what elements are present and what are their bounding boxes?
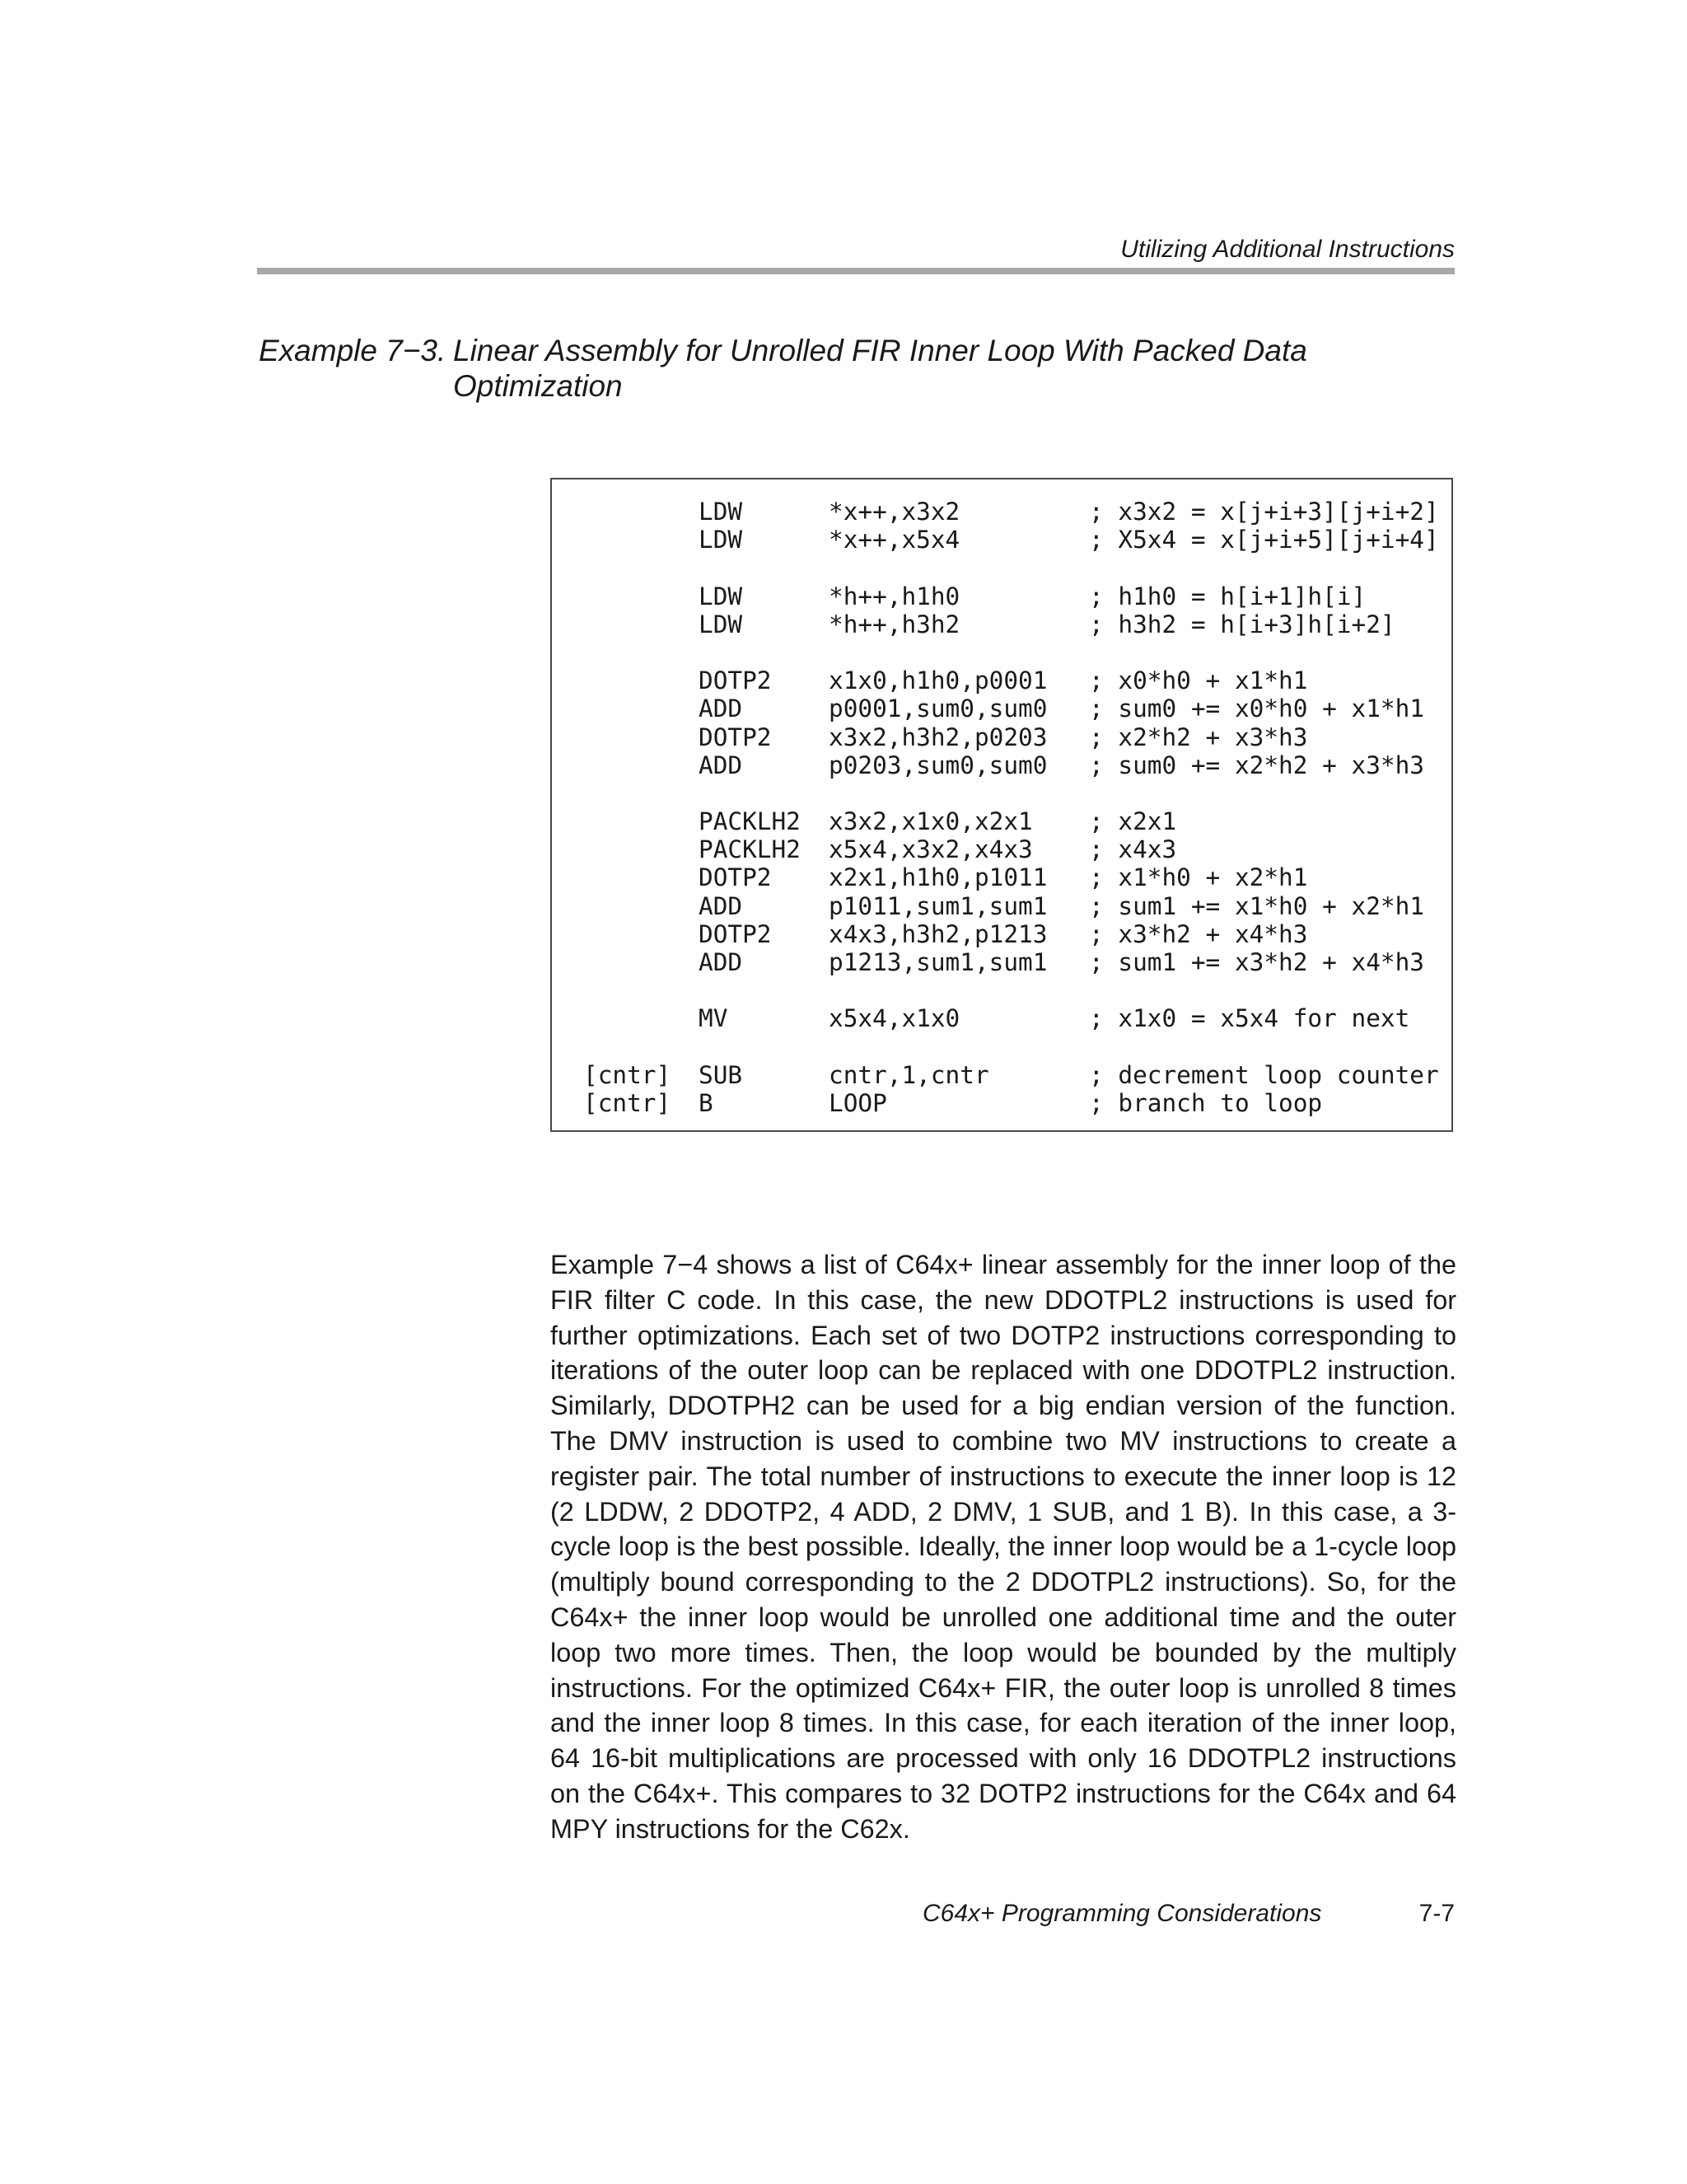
code-line	[583, 498, 1439, 526]
code-predicate	[583, 751, 699, 779]
code-predicate	[583, 948, 699, 976]
code-comment: ; x3*h2 + x4*h3	[1089, 919, 1308, 948]
example-caption	[259, 333, 1428, 404]
code-predicate: [cntr]	[583, 1060, 671, 1089]
code-predicate	[583, 920, 699, 948]
code-operands	[829, 638, 1089, 666]
code-opcode: PACKLH2	[699, 807, 801, 836]
page-number: 7-7	[1418, 1900, 1455, 1927]
code-opcode: B	[699, 1088, 713, 1117]
code-operands: x3x2,h3h2,p0203	[829, 723, 1048, 751]
code-predicate	[583, 723, 699, 751]
code-operands: p1213,sum1,sum1	[829, 948, 1048, 976]
code-predicate	[583, 1004, 699, 1032]
code-line	[583, 892, 1439, 920]
code-predicate	[583, 582, 699, 610]
running-header: Utilizing Additional Instructions	[1120, 236, 1455, 263]
code-opcode	[699, 638, 829, 666]
code-predicate	[583, 666, 699, 694]
code-operands: *h++,h1h0	[829, 582, 960, 610]
code-predicate	[583, 526, 699, 554]
code-operands	[829, 554, 1089, 582]
code-comment: ; sum1 += x1*h0 + x2*h1	[1089, 891, 1424, 920]
code-operands: x2x1,h1h0,p1011	[829, 863, 1048, 892]
code-comment: ; branch to loop	[1089, 1088, 1323, 1117]
code-operands: LOOP	[829, 1088, 887, 1117]
code-opcode	[699, 554, 829, 582]
code-operands: p0001,sum0,sum0	[829, 694, 1048, 723]
code-line	[583, 1004, 1439, 1032]
code-line	[583, 1089, 1439, 1117]
code-operands: *h++,h3h2	[829, 610, 960, 638]
code-operands	[829, 779, 1089, 807]
code-line	[583, 751, 1439, 779]
code-predicate	[583, 863, 699, 891]
code-operands: x5x4,x3x2,x4x3	[829, 835, 1033, 864]
code-opcode: MV	[699, 1004, 728, 1033]
code-comment: ; X5x4 = x[j+i+5][j+i+4]	[1089, 526, 1439, 554]
code-comment: ; x2*h2 + x3*h3	[1089, 723, 1308, 751]
code-operands: x3x2,x1x0,x2x1	[829, 807, 1033, 836]
code-comment: ; x1*h0 + x2*h1	[1089, 863, 1308, 892]
code-opcode: LDW	[699, 498, 743, 526]
code-opcode: SUB	[699, 1060, 743, 1089]
code-line	[583, 638, 1439, 666]
code-opcode	[699, 1033, 829, 1061]
code-operands: *x++,x3x2	[829, 498, 960, 526]
code-predicate	[583, 694, 699, 723]
code-opcode	[699, 779, 829, 807]
code-line	[583, 1061, 1439, 1089]
code-comment: ; decrement loop counter	[1089, 1060, 1439, 1089]
code-line	[583, 779, 1439, 807]
code-operands	[829, 976, 1089, 1004]
code-predicate	[583, 892, 699, 920]
code-comment: ; sum0 += x2*h2 + x3*h3	[1089, 751, 1424, 779]
code-line	[583, 835, 1439, 863]
body-paragraph: Example 7−4 shows a list of C64x+ linear assembly for the inner loop of the FIR filter C code. In this case, the new DDOTPL2 instructions is used for further optimizations. Each set of two DOTP2 instructions corresponding to iterations of the outer loop can be replaced with one DDOTPL2 instruction. Similarly, DDOTPH2 can be used for a big endian version of the function. The DMV instruction is used to combine two MV instructions to create a register pair. The total number of instructions to execute the inner loop is 12 (2 LDDW, 2 DDOTP2, 4 ADD, 2 DMV, 1 SUB, and 1 B). In this case, a 3-cycle loop is the best possible. Ideally, the inner loop would be a 1-cycle loop (multiply bound corresponding to the 2 DDOTPL2 instructions). So, for the C64x+ the inner loop would be unrolled one additional time and the outer loop two more times. Then, the loop would be bounded by the multiply instructions. For the optimized C64x+ FIR, the outer loop is unrolled 8 times and the inner loop 8 times. In this case, for each iteration of the inner loop, 64 16-bit multiplications are processed with only 16 DDOTPL2 instructions on the C64x+. This compares to 32 DOTP2 instructions for the C64x and 64 MPY instructions for the C62x.	[550, 1250, 1456, 1844]
code-predicate	[583, 779, 699, 807]
code-opcode: DOTP2	[699, 863, 772, 892]
code-comment: ; x1x0 = x5x4 for next	[1089, 1004, 1410, 1033]
code-predicate	[583, 835, 699, 863]
example-title: Linear Assembly for Unrolled FIR Inner Loop With Packed Data Optimization	[453, 334, 1307, 403]
code-comment: ; x0*h0 + x1*h1	[1089, 666, 1308, 695]
code-line	[583, 807, 1439, 835]
code-operands	[829, 1033, 1089, 1061]
header-rule	[257, 268, 1455, 274]
code-opcode: ADD	[699, 948, 743, 976]
code-predicate	[583, 638, 699, 666]
code-comment: ; x3x2 = x[j+i+3][j+i+2]	[1089, 498, 1439, 526]
code-line	[583, 666, 1439, 694]
code-opcode	[699, 976, 829, 1004]
code-line	[583, 920, 1439, 948]
code-line	[583, 554, 1439, 582]
code-predicate: [cntr]	[583, 1088, 671, 1117]
code-predicate	[583, 610, 699, 638]
code-operands: p1011,sum1,sum1	[829, 891, 1048, 920]
code-predicate	[583, 807, 699, 835]
code-operands: x5x4,x1x0	[829, 1004, 960, 1033]
code-opcode: LDW	[699, 610, 743, 638]
code-opcode: LDW	[699, 582, 743, 610]
code-comment: ; h3h2 = h[i+3]h[i+2]	[1089, 610, 1395, 638]
code-listing-box	[550, 478, 1453, 1132]
code-predicate	[583, 498, 699, 526]
code-comment: ; sum1 += x3*h2 + x4*h3	[1089, 948, 1424, 976]
code-line	[583, 610, 1439, 638]
code-opcode: PACKLH2	[699, 835, 801, 864]
code-line	[583, 976, 1439, 1004]
code-predicate	[583, 554, 699, 582]
code-line	[583, 1033, 1439, 1061]
code-opcode: ADD	[699, 694, 743, 723]
code-comment: ; x4x3	[1089, 835, 1177, 864]
code-comment: ; sum0 += x0*h0 + x1*h1	[1089, 694, 1424, 723]
example-label: Example 7−3.	[259, 334, 446, 367]
code-operands: cntr,1,cntr	[829, 1060, 989, 1089]
code-operands: *x++,x5x4	[829, 526, 960, 554]
code-line	[583, 582, 1439, 610]
code-comment: ; x2x1	[1089, 807, 1177, 836]
code-operands: x4x3,h3h2,p1213	[829, 919, 1048, 948]
code-opcode: DOTP2	[699, 723, 772, 751]
code-operands: p0203,sum0,sum0	[829, 751, 1048, 779]
code-opcode: DOTP2	[699, 919, 772, 948]
code-predicate	[583, 976, 699, 1004]
code-predicate	[583, 1033, 699, 1061]
code-opcode: DOTP2	[699, 666, 772, 695]
code-line	[583, 526, 1439, 554]
code-opcode: ADD	[699, 891, 743, 920]
code-operands: x1x0,h1h0,p0001	[829, 666, 1048, 695]
code-line	[583, 723, 1439, 751]
code-line	[583, 694, 1439, 723]
code-line	[583, 863, 1439, 891]
code-comment: ; h1h0 = h[i+1]h[i]	[1089, 582, 1367, 610]
code-line	[583, 948, 1439, 976]
code-opcode: ADD	[699, 751, 743, 779]
running-footer: C64x+ Programming Considerations	[923, 1900, 1322, 1927]
code-opcode: LDW	[699, 526, 743, 554]
code-listing	[583, 498, 1439, 1117]
